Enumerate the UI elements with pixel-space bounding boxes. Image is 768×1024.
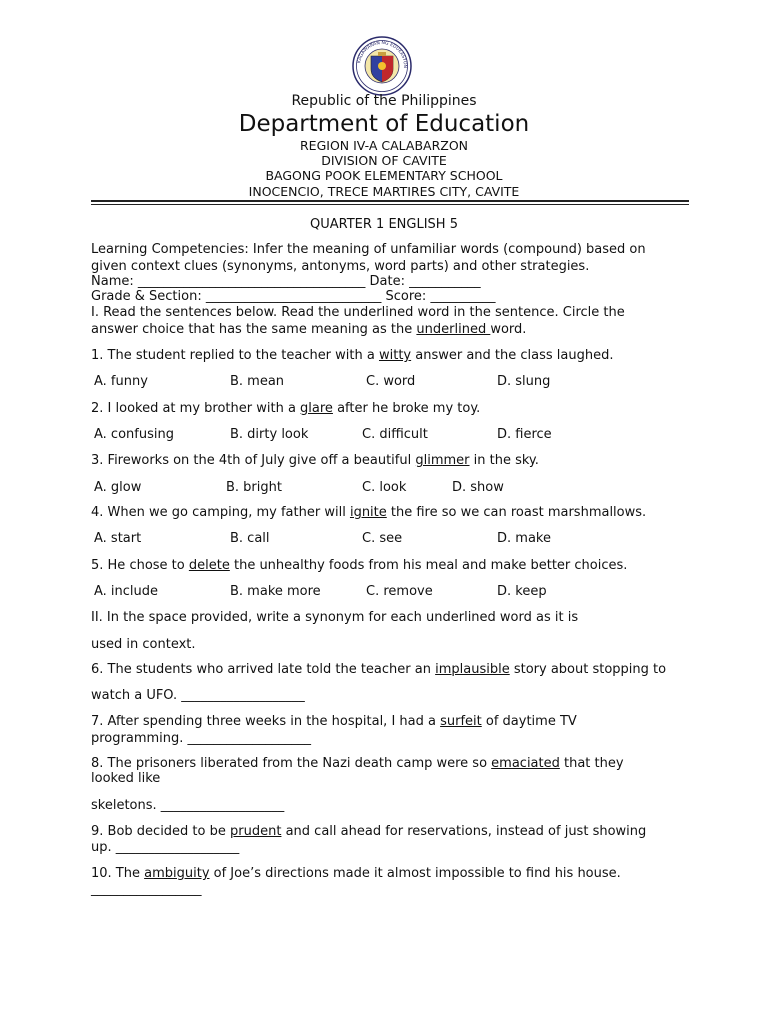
school-line: BAGONG POOK ELEMENTARY SCHOOL bbox=[265, 168, 503, 183]
question-text-end: of Joe’s directions made it almost impossible to find his house. bbox=[209, 866, 621, 881]
page-title: QUARTER 1 ENGLISH 5 bbox=[310, 217, 458, 232]
answer-line-7[interactable]: programming. ___________________ bbox=[91, 731, 312, 746]
region-line: REGION IV-A CALABARZON bbox=[299, 138, 469, 153]
choice-1c[interactable]: C. word bbox=[366, 374, 416, 389]
underlined-word: delete bbox=[188, 558, 230, 573]
question-6 bbox=[91, 662, 666, 677]
answer-line-9[interactable]: up. ___________________ bbox=[91, 840, 240, 855]
underlined-word: implausible bbox=[435, 662, 510, 677]
header-divider-thick bbox=[91, 200, 689, 202]
part1-instruction-text: answer choice that has the same meaning as the bbox=[91, 322, 417, 337]
name-label: Name: bbox=[91, 274, 134, 289]
choice-3a[interactable]: A. glow bbox=[94, 480, 142, 495]
underlined-word: ignite bbox=[349, 505, 387, 520]
grade-section-label: Grade & Section: bbox=[91, 289, 202, 304]
part2-instruction-line-2: used in context. bbox=[91, 637, 196, 652]
question-2 bbox=[91, 401, 480, 416]
header-divider-thin bbox=[91, 204, 689, 205]
competencies-line-1: Learning Competencies: Infer the meaning of unfamiliar words (compound) based on bbox=[91, 242, 646, 257]
competencies-line-2: given context clues (synonyms, antonyms, word parts) and other strategies. bbox=[91, 259, 590, 274]
question-text: 2. I looked at my brother with a bbox=[91, 401, 301, 416]
question-text-end: that they bbox=[559, 756, 624, 771]
choice-1a[interactable]: A. funny bbox=[94, 374, 148, 389]
question-7 bbox=[91, 714, 577, 729]
address-line: INOCENCIO, TRECE MARTIRES CITY, CAVITE bbox=[248, 184, 520, 199]
deped-seal-logo bbox=[352, 36, 412, 96]
question-text-end: of daytime TV bbox=[481, 714, 577, 729]
question-text: 7. After spending three weeks in the hospital, I had a bbox=[91, 714, 441, 729]
underlined-word: surfeit bbox=[440, 714, 482, 729]
name-date-row bbox=[91, 274, 481, 289]
question-9 bbox=[91, 824, 646, 839]
underlined-word: glimmer bbox=[415, 453, 470, 468]
question-text: 5. He chose to bbox=[91, 558, 189, 573]
answer-line-8[interactable]: skeletons. ___________________ bbox=[91, 798, 285, 813]
question-text-end: answer and the class laughed. bbox=[411, 348, 614, 363]
department-heading: Department of Education bbox=[238, 111, 530, 137]
choice-3d[interactable]: D. show bbox=[452, 480, 504, 495]
question-4 bbox=[91, 505, 646, 520]
score-label: Score: bbox=[385, 289, 427, 304]
choice-1b[interactable]: B. mean bbox=[230, 374, 285, 389]
question-8 bbox=[91, 756, 624, 771]
underlined-word: emaciated bbox=[491, 756, 560, 771]
choice-3b[interactable]: B. bright bbox=[226, 480, 282, 495]
question-text: 3. Fireworks on the 4th of July give off a beautiful bbox=[91, 453, 416, 468]
question-text-end: in the sky. bbox=[469, 453, 539, 468]
choice-2d[interactable]: D. fierce bbox=[497, 427, 552, 442]
underlined-word: ambiguity bbox=[144, 866, 210, 881]
question-text: 1. The student replied to the teacher with a bbox=[91, 348, 379, 363]
choice-2b[interactable]: B. dirty look bbox=[230, 427, 309, 442]
choice-4a[interactable]: A. start bbox=[94, 531, 142, 546]
underlined-word: glare bbox=[300, 401, 333, 416]
seal-text: KAGAWARAN NG EDUKASYON bbox=[357, 40, 408, 69]
question-text-end: and call ahead for reservations, instead of just showing bbox=[281, 824, 647, 839]
part1-instruction-line-1: I. Read the sentences below. Read the underlined word in the sentence. Circle the bbox=[91, 305, 625, 320]
republic-heading: Republic of the Philippines bbox=[291, 93, 477, 109]
choice-1d[interactable]: D. slung bbox=[497, 374, 551, 389]
name-field[interactable]: ___________________________________ bbox=[137, 274, 366, 289]
date-field[interactable]: ___________ bbox=[409, 274, 481, 289]
question-text-end: the fire so we can roast marshmallows. bbox=[386, 505, 647, 520]
part1-instruction-line-2 bbox=[91, 322, 526, 337]
choice-3c[interactable]: C. look bbox=[362, 480, 407, 495]
question-text: 6. The students who arrived late told the teacher an bbox=[91, 662, 436, 677]
answer-line-10[interactable]: _________________ bbox=[91, 882, 202, 897]
choice-2a[interactable]: A. confusing bbox=[94, 427, 174, 442]
choice-4b[interactable]: B. call bbox=[230, 531, 270, 546]
choice-4c[interactable]: C. see bbox=[362, 531, 403, 546]
answer-line-6[interactable]: watch a UFO. ___________________ bbox=[91, 688, 305, 703]
question-5 bbox=[91, 558, 627, 573]
choice-2c[interactable]: C. difficult bbox=[362, 427, 428, 442]
choice-5d[interactable]: D. keep bbox=[497, 584, 547, 599]
choice-5b[interactable]: B. make more bbox=[230, 584, 321, 599]
question-3 bbox=[91, 453, 539, 468]
question-8-continued: looked like bbox=[91, 771, 161, 786]
part2-instruction-line-1: II. In the space provided, write a synonym for each underlined word as it is bbox=[91, 610, 579, 625]
question-text: 10. The bbox=[91, 866, 145, 881]
underlined-word: witty bbox=[378, 348, 412, 363]
question-text-end: after he broke my toy. bbox=[332, 401, 481, 416]
choice-4d[interactable]: D. make bbox=[497, 531, 551, 546]
underlined-word: underlined bbox=[416, 322, 491, 337]
date-label: Date: bbox=[369, 274, 405, 289]
choice-5a[interactable]: A. include bbox=[94, 584, 159, 599]
question-text: 8. The prisoners liberated from the Nazi death camp were so bbox=[91, 756, 492, 771]
question-text-end: story about stopping to bbox=[509, 662, 667, 677]
question-text: 4. When we go camping, my father will bbox=[91, 505, 350, 520]
question-1 bbox=[91, 348, 614, 363]
grade-section-field[interactable]: ___________________________ bbox=[205, 289, 382, 304]
question-10 bbox=[91, 866, 621, 881]
part1-instruction-text-end: word. bbox=[490, 322, 527, 337]
question-text-end: the unhealthy foods from his meal and make better choices. bbox=[229, 558, 628, 573]
choice-5c[interactable]: C. remove bbox=[366, 584, 433, 599]
division-line: DIVISION OF CAVITE bbox=[321, 153, 447, 168]
question-text: 9. Bob decided to be bbox=[91, 824, 231, 839]
underlined-word: prudent bbox=[230, 824, 282, 839]
grade-score-row bbox=[91, 289, 495, 304]
score-field[interactable]: __________ bbox=[430, 289, 496, 304]
